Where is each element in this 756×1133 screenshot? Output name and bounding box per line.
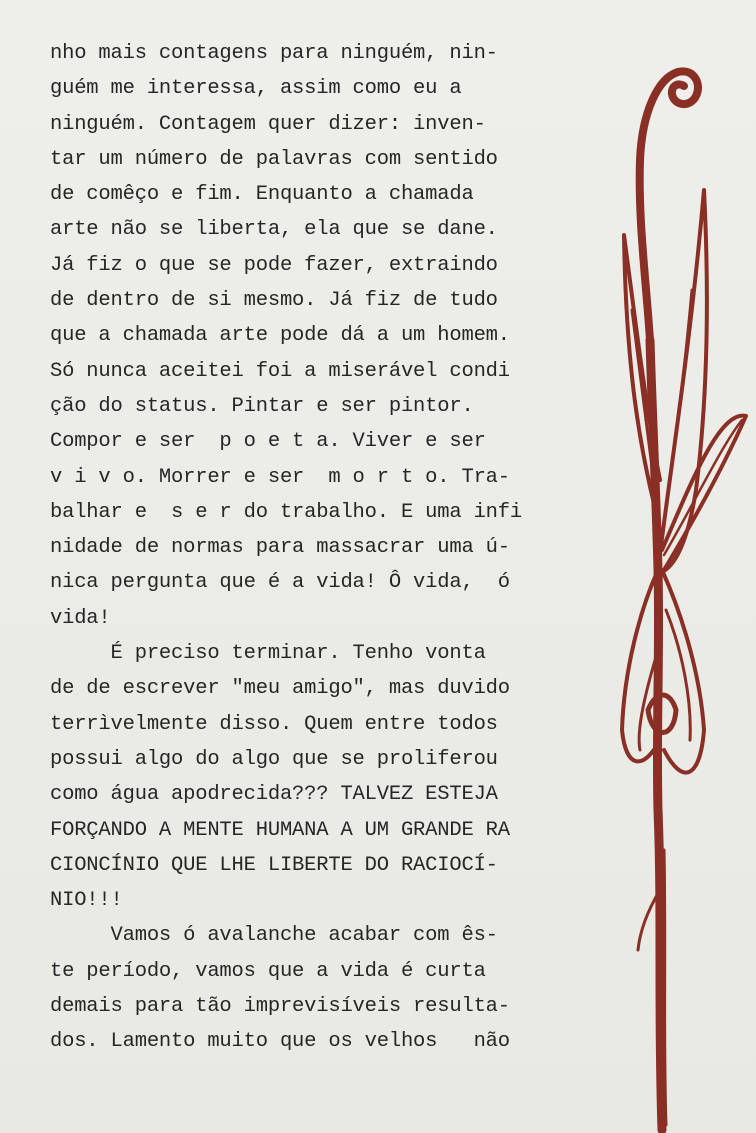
flower-stem-icon <box>600 50 756 1133</box>
text-line: Já fiz o que se pode fazer, extraindo <box>50 253 498 277</box>
text-line: que a chamada arte pode dá a um homem. <box>50 324 510 348</box>
text-line: FORÇANDO A MENTE HUMANA A UM GRANDE RA <box>50 818 510 842</box>
text-line: ção do status. Pintar e ser pintor. <box>50 394 474 418</box>
text-line: Vamos ó avalanche acabar com ês- <box>50 924 498 948</box>
text-line: vida! <box>50 606 111 630</box>
text-line: de de escrever "meu amigo", mas duvido <box>50 677 510 701</box>
text-line: dos. Lamento muito que os velhos não <box>50 1030 510 1054</box>
text-line: NIO!!! <box>50 889 123 913</box>
text-line: tar um número de palavras com sentido <box>50 147 498 171</box>
text-line: balhar e s e r do trabalho. E uma infi <box>50 500 522 524</box>
text-line: arte não se liberta, ela que se dane. <box>50 218 498 242</box>
text-line: possui algo do algo que se proliferou <box>50 747 498 771</box>
text-line: É preciso terminar. Tenho vonta <box>50 642 486 666</box>
text-line: nica pergunta que é a vida! Ô vida, ó <box>50 571 510 595</box>
text-line: de dentro de si mesmo. Já fiz de tudo <box>50 289 498 313</box>
text-line: nidade de normas para massacrar uma ú- <box>50 536 510 560</box>
text-line: te período, vamos que a vida é curta <box>50 959 486 983</box>
text-line: como água apodrecida??? TALVEZ ESTEJA <box>50 783 498 807</box>
text-line: v i v o. Morrer e ser m o r t o. Tra- <box>50 465 510 489</box>
text-line: CIONCÍNIO QUE LHE LIBERTE DO RACIOCÍ- <box>50 853 498 877</box>
text-line: nho mais contagens para ninguém, nin- <box>50 42 498 65</box>
text-line: Compor e ser p o e t a. Viver e ser <box>50 430 486 454</box>
text-line: Só nunca aceitei foi a miserável condi <box>50 359 510 383</box>
typewritten-text <box>50 36 610 1060</box>
text-line: demais para tão imprevisíveis resulta- <box>50 995 510 1019</box>
text-line: de comêço e fim. Enquanto a chamada <box>50 183 474 207</box>
text-line: ninguém. Contagem quer dizer: inven- <box>50 112 486 136</box>
text-line: guém me interessa, assim como eu a <box>50 77 462 101</box>
text-line: terrìvelmente disso. Quem entre todos <box>50 712 498 736</box>
